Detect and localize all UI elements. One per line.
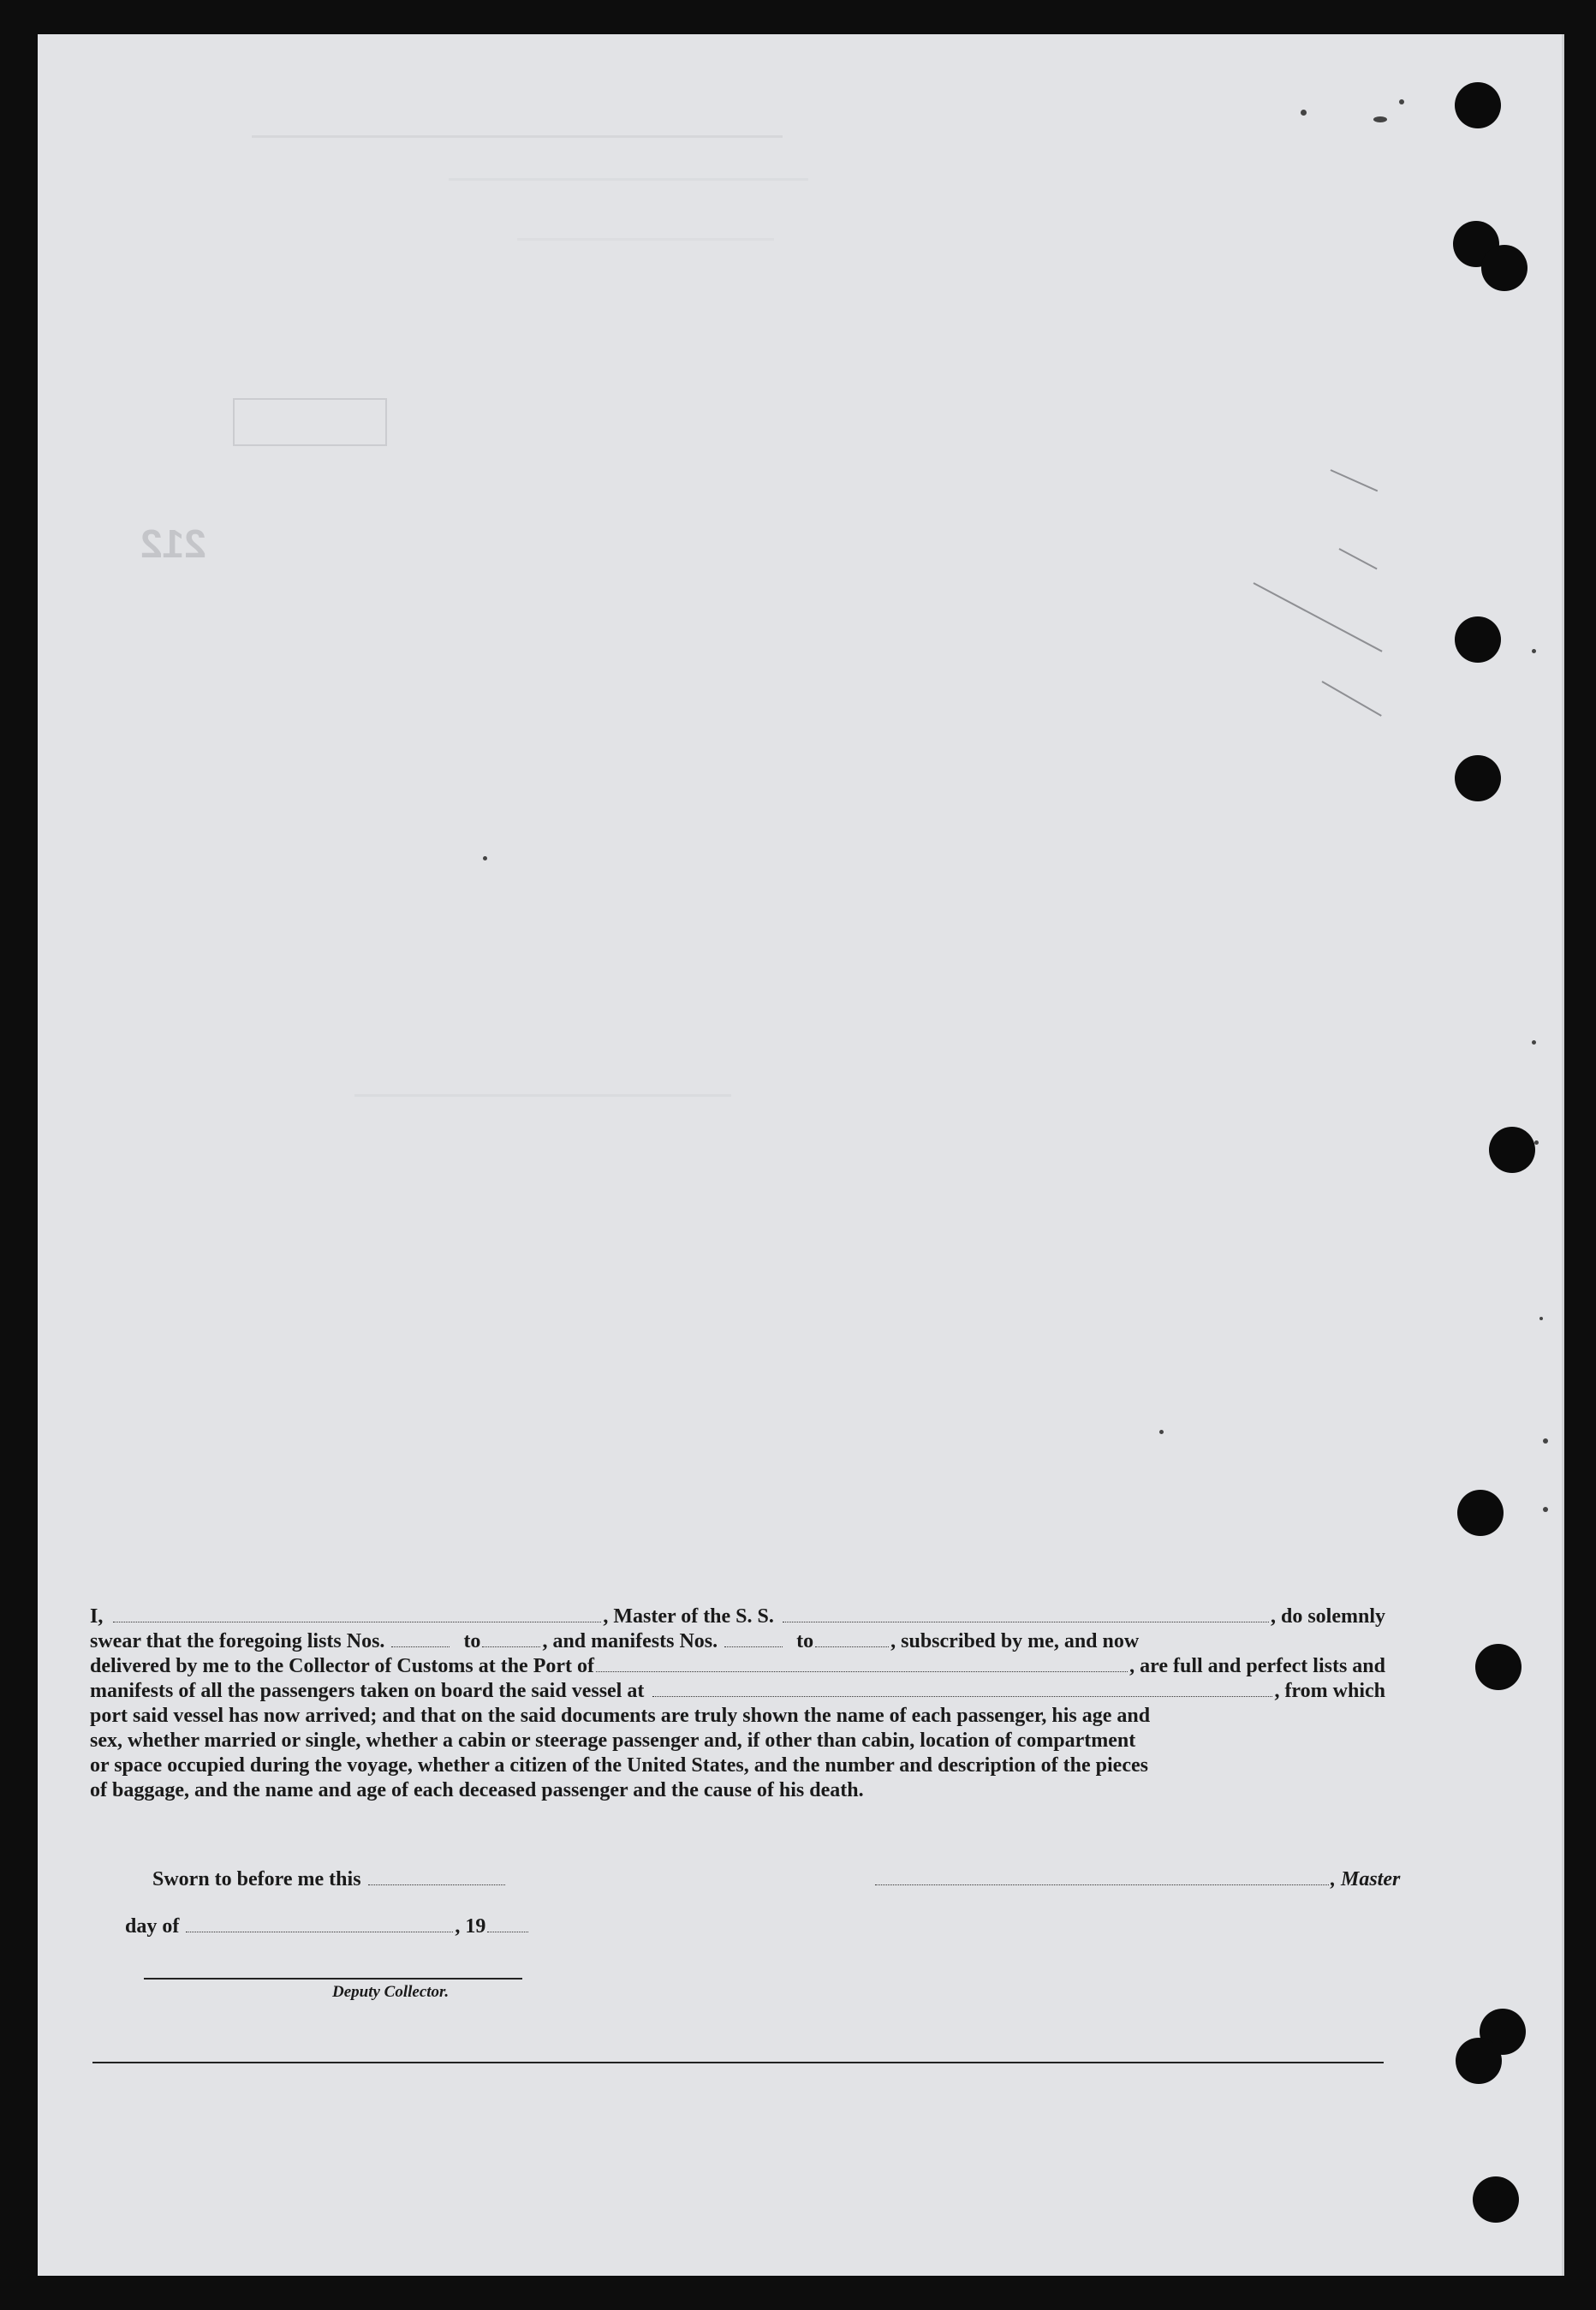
oath-line-2	[90, 1629, 1385, 1654]
day-of-label: day of	[125, 1915, 180, 1938]
punch-hole	[1456, 2038, 1502, 2084]
speck	[1539, 1317, 1543, 1320]
sworn-date-field[interactable]	[368, 1872, 505, 1885]
year-label: , 19	[455, 1915, 486, 1938]
punch-hole	[1455, 616, 1501, 663]
scratch-mark	[1254, 582, 1383, 652]
speck	[1532, 649, 1536, 653]
departure-port-field[interactable]	[652, 1681, 1272, 1697]
manifest-no-from-field[interactable]	[724, 1631, 783, 1647]
oath-text: swear that the foregoing lists Nos.	[90, 1630, 385, 1652]
oath-text: port said vessel has now arrived; and that on the said documents are truly shown the name of each passenger, his age and	[90, 1705, 1151, 1727]
speck	[1534, 1140, 1539, 1145]
oath-text: delivered by me to the Collector of Customs at the Port of	[90, 1655, 594, 1677]
list-no-from-field[interactable]	[391, 1631, 450, 1647]
faded-stamp	[233, 398, 387, 446]
speck	[1301, 110, 1307, 116]
sworn-label: Sworn to before me this	[152, 1868, 361, 1890]
document-page	[38, 34, 1564, 2276]
oath-text: , from which	[1274, 1680, 1385, 1702]
ghost-header-line	[517, 238, 774, 241]
speck	[1532, 1040, 1536, 1045]
month-field[interactable]	[186, 1920, 453, 1932]
oath-line-4	[90, 1679, 1385, 1704]
year-field[interactable]	[487, 1920, 528, 1932]
master-signature-line	[873, 1868, 1400, 1891]
oath-line-7	[90, 1753, 1385, 1778]
master-signature-field[interactable]	[875, 1872, 1329, 1885]
oath-text: , subscribed by me, and now	[890, 1630, 1140, 1652]
scratch-mark	[1339, 548, 1378, 569]
oath-text: , do solemnly	[1270, 1605, 1385, 1628]
deputy-signature-line[interactable]	[144, 1978, 522, 1980]
oath-line-8	[90, 1778, 1385, 1803]
oath-line-5	[90, 1704, 1385, 1729]
punch-hole	[1475, 1644, 1522, 1690]
bottom-rule	[92, 2062, 1384, 2063]
oath-text: manifests of all the passengers taken on board the said vessel at	[90, 1680, 645, 1702]
oath-text: to	[796, 1630, 814, 1652]
punch-hole	[1455, 82, 1501, 128]
oath-line-6	[90, 1729, 1385, 1753]
ghost-header-line	[354, 1094, 731, 1097]
ship-name-field[interactable]	[783, 1606, 1269, 1622]
punch-hole	[1481, 245, 1528, 291]
punch-hole	[1473, 2176, 1519, 2223]
speck	[483, 856, 487, 860]
ghost-header-line	[449, 178, 808, 181]
speck	[1543, 1438, 1548, 1444]
ghost-header-line	[252, 135, 783, 138]
speck	[1543, 1507, 1548, 1512]
oath-text: to	[463, 1630, 481, 1652]
scratch-mark	[1322, 681, 1382, 717]
list-no-to-field[interactable]	[482, 1631, 540, 1647]
day-of-line	[125, 1915, 530, 1938]
oath-line-1	[90, 1604, 1385, 1629]
oath-text: sex, whether married or single, whether a cabin or steerage passenger and, if other than cabin, location of compartment	[90, 1730, 1136, 1752]
oath-paragraph	[90, 1604, 1385, 1803]
punch-hole	[1457, 1490, 1504, 1536]
manifest-no-to-field[interactable]	[815, 1631, 889, 1647]
port-field[interactable]	[596, 1656, 1128, 1672]
speck	[1159, 1430, 1164, 1434]
oath-text: of baggage, and the name and age of each deceased passenger and the cause of his death.	[90, 1779, 864, 1801]
oath-text: , Master of the S. S.	[603, 1605, 774, 1628]
oath-text: , and manifests Nos.	[542, 1630, 718, 1652]
master-label: , Master	[1331, 1868, 1401, 1890]
oath-text: I,	[90, 1605, 104, 1628]
oath-text: , are full and perfect lists and	[1129, 1655, 1385, 1677]
deputy-collector-label: Deputy Collector.	[332, 1983, 450, 2001]
sworn-line	[152, 1868, 507, 1891]
scratch-mark	[1331, 469, 1379, 491]
punch-hole	[1455, 755, 1501, 801]
oath-line-3	[90, 1654, 1385, 1679]
master-name-field[interactable]	[113, 1606, 601, 1622]
oath-text: or space occupied during the voyage, whether a citizen of the United States, and the number and description of the pieces	[90, 1754, 1148, 1777]
speck	[1373, 116, 1387, 122]
faded-page-number: 212	[140, 521, 206, 566]
punch-hole	[1489, 1127, 1535, 1173]
speck	[1399, 99, 1404, 104]
